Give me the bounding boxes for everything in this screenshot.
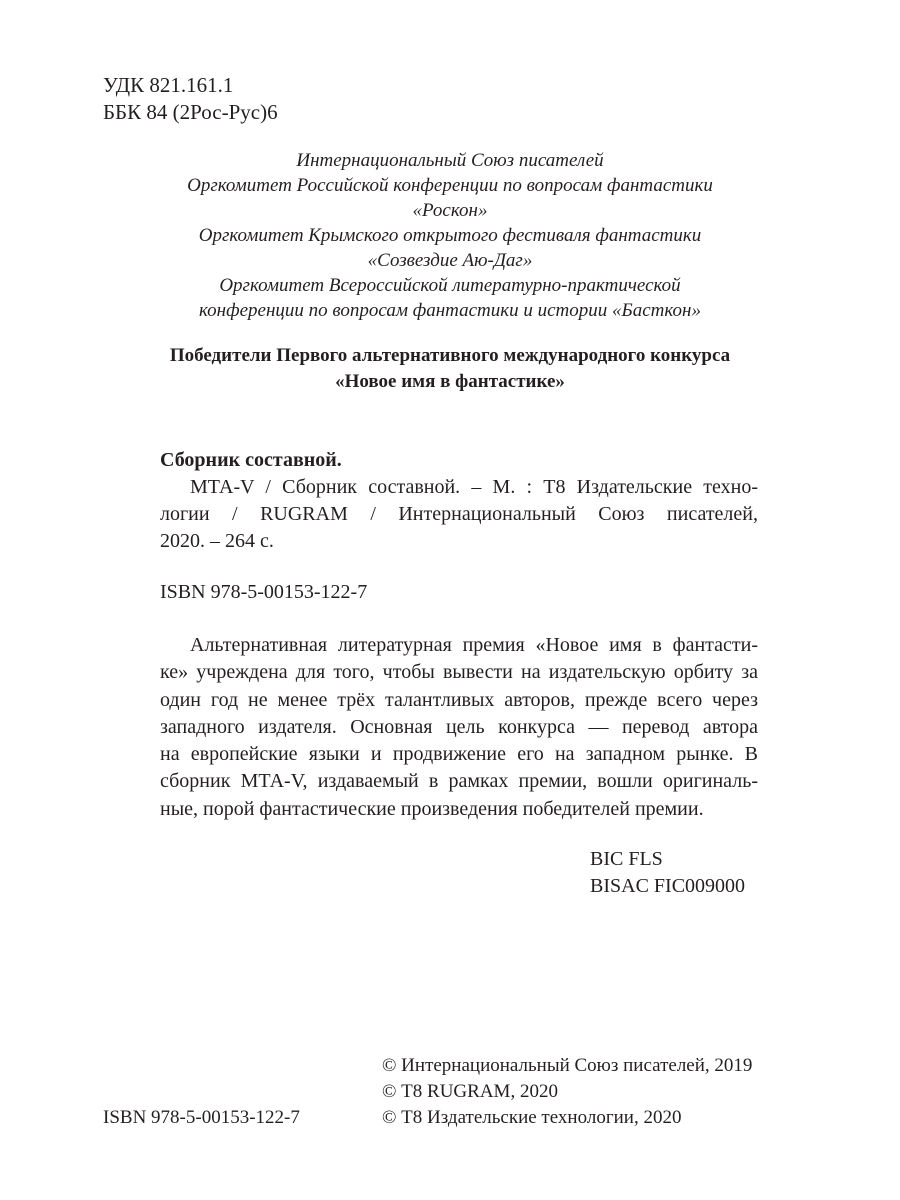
classification-codes <box>103 72 278 126</box>
copyright-line: © Т8 Издательские технологии, 2020 <box>382 1107 682 1128</box>
organizer-line: Оргкомитет Всероссийской литературно-практической <box>219 275 681 296</box>
annotation-line: один год не менее трёх талантливых авторов, прежде всего через <box>160 688 758 711</box>
organizer-line: «Роскон» <box>412 200 488 221</box>
annotation-line: Альтернативная литературная премия «Новое имя в фантасти- <box>190 634 758 656</box>
book-title: Сборник составной. <box>160 449 342 471</box>
udk-code: УДК 821.161.1 <box>103 73 234 97</box>
copyright-line: © Т8 RUGRAM, 2020 <box>382 1081 558 1102</box>
isbn-main: ISBN 978-5-00153-122-7 <box>160 581 368 603</box>
organizer-line: конференции по вопросам фантастики и истории «Басткон» <box>199 300 701 321</box>
annotation-line: ные, порой фантастические произведения победителей премии. <box>160 797 704 820</box>
bibliographic-line: 2020. – 264 с. <box>160 530 274 552</box>
annotation-line: ке» учреждена для того, чтобы вывести на издательскую орбиту за <box>160 661 758 684</box>
winners-heading <box>100 343 800 395</box>
subject-classification <box>590 846 745 900</box>
annotation-line: западного издателя. Основная цель конкурса — перевод автора <box>160 715 758 738</box>
bibliographic-line: логии / RUGRAM / Интернациональный Союз писателей, <box>160 503 758 525</box>
annotation-line: сборник МТА-V, издаваемый в рамках премии, вошли оригиналь- <box>160 770 758 793</box>
winners-line-2: «Новое имя в фантастике» <box>335 371 565 392</box>
isbn-bottom: ISBN 978-5-00153-122-7 <box>103 1107 300 1128</box>
bibliographic-record <box>160 447 758 555</box>
annotation-paragraph <box>160 632 758 823</box>
organizer-line: Оргкомитет Крымского открытого фестиваля фантастики <box>198 225 702 246</box>
organizer-line: Интернациональный Союз писателей <box>296 150 604 171</box>
organizers-block <box>100 148 800 323</box>
annotation-line: на европейские языки и продвижение его на западном рынке. В <box>160 743 758 766</box>
organizer-line: Оргкомитет Российской конференции по вопросам фантастики <box>187 175 713 196</box>
bbk-code: ББК 84 (2Рос-Рус)6 <box>103 100 278 124</box>
bisac-code: BISAC FIC009000 <box>590 875 746 897</box>
winners-line-1: Победители Первого альтернативного международного конкурса <box>169 345 731 366</box>
bibliographic-line: МТА-V / Сборник составной. – М. : Т8 Издательские техно- <box>190 476 758 498</box>
copyright-notices <box>382 1053 752 1131</box>
organizer-line: «Созвездие Аю-Даг» <box>367 250 533 271</box>
bic-code: BIC FLS <box>590 848 663 870</box>
copyright-line: © Интернациональный Союз писателей, 2019 <box>382 1055 753 1076</box>
